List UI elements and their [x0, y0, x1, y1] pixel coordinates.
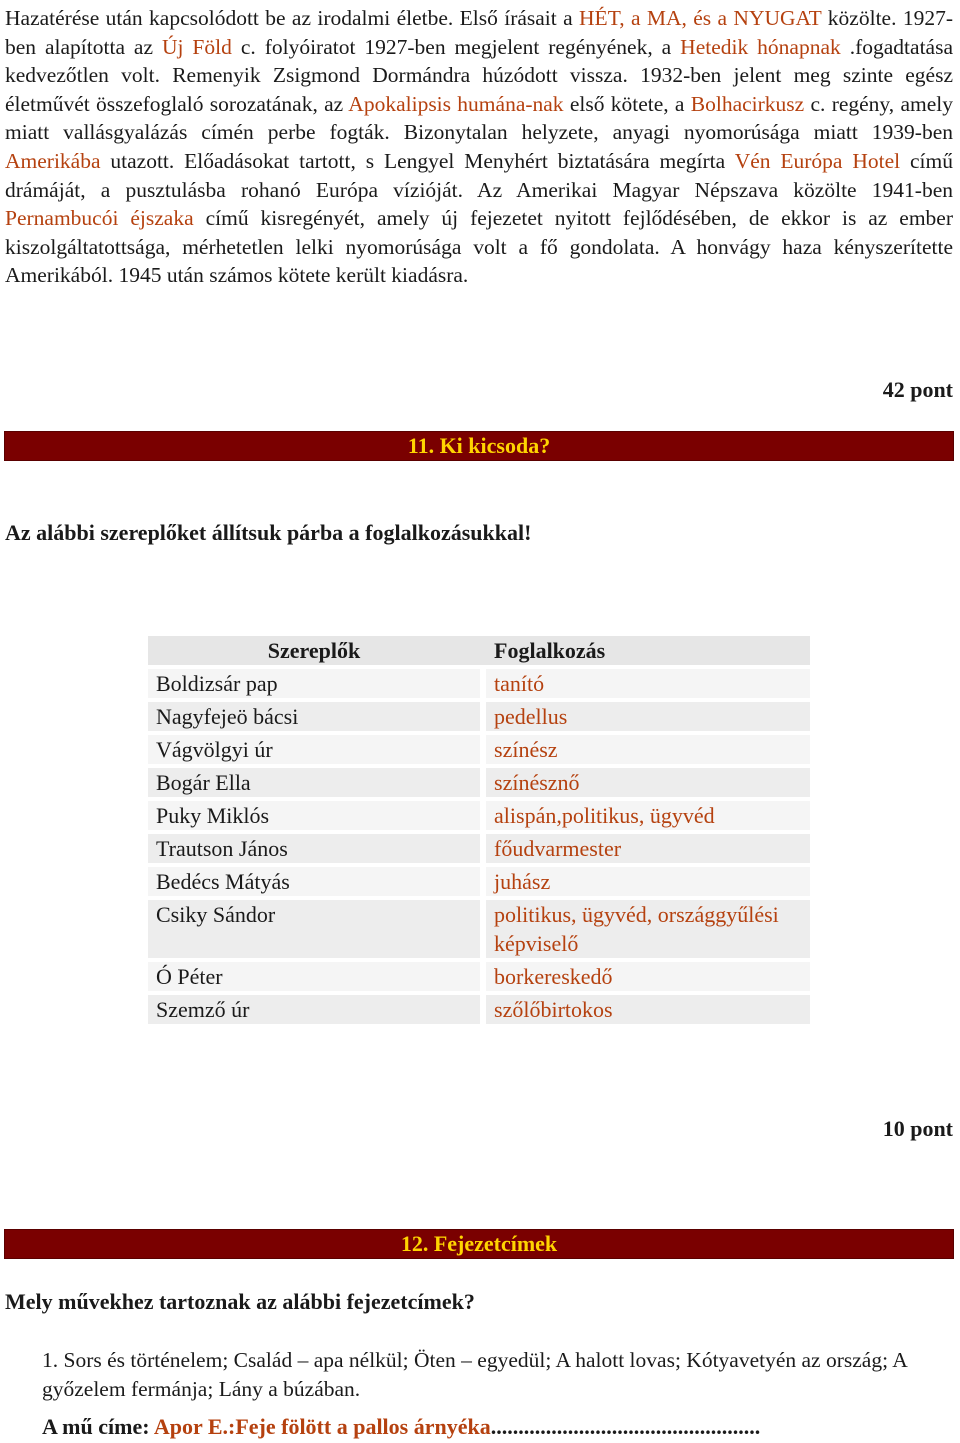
- occupation-cell: színésznő: [486, 768, 810, 797]
- body-text: első kötete, a: [563, 91, 691, 116]
- section11-title: 11. Ki kicsoda?: [407, 433, 551, 458]
- character-cell: Csiky Sándor: [148, 900, 480, 958]
- occupation-cell: alispán,politikus, ügyvéd: [486, 801, 810, 830]
- section11-title-bar: [4, 431, 954, 461]
- highlighted-text: Bolhacirkusz: [690, 91, 805, 116]
- table-row: [148, 801, 810, 830]
- body-text: Hazatérése után kapcsolódott be az irodalmi életbe. Első írásait a: [5, 6, 580, 30]
- table-row: [148, 834, 810, 863]
- table-row: [148, 900, 810, 958]
- occupation-cell: juhász: [486, 867, 810, 896]
- chapter-list-item: 1. Sors és történelem; Család – apa nélkül; Öten – egyedül; A halott lovas; Kótyavetyén az ország; A győzelem fermánja; Lány a búzában.: [42, 1348, 907, 1401]
- section12-title-bar: [4, 1229, 954, 1259]
- body-text: .fogadtatása kedvezőtlen volt. Remenyik Zsigmond Dormándra húzódott vissza. 1932-ben jelent meg szinte egész életművét összefoglaló sorozatának, az: [5, 34, 954, 116]
- body-text: c. regény, amely miatt vallásgyalázás címén perbe fogták. Bizonytalan helyzete, anyagi nyomorúsága miatt 1939-ben: [5, 91, 953, 145]
- table-row: [148, 995, 810, 1024]
- occupation-cell: főudvarmester: [486, 834, 810, 863]
- highlighted-text: Vén Európa Hotel: [734, 148, 901, 173]
- character-cell: Trautson János: [148, 834, 480, 863]
- occupation-cell: borkereskedő: [486, 962, 810, 991]
- table-row: [148, 702, 810, 731]
- table-row: [148, 768, 810, 797]
- section11-instruction: Az alábbi szereplőket állítsuk párba a foglalkozásukkal!: [5, 520, 532, 545]
- character-cell: Nagyfejeö bácsi: [148, 702, 480, 731]
- occupation-cell: pedellus: [486, 702, 810, 731]
- answer-label: A mű címe:: [42, 1414, 154, 1439]
- character-cell: Bogár Ella: [148, 768, 480, 797]
- body-text: c. folyóiratot 1927-ben megjelent regényének, a: [231, 34, 681, 59]
- table-row: [148, 735, 810, 764]
- table-row: [148, 669, 810, 698]
- body-text: című kisregényét, amely új fejezetet nyitott fejlődésében, de ekkor is az ember kiszolgáltatottsága, mérhetetlen lelki nyomorúsága volt a fő gondolata. A honvágy haza kényszerítette Amerikából. 1945 után számos kötete került kiadásra.: [5, 206, 954, 288]
- character-cell: Boldizsár pap: [148, 669, 480, 698]
- table-row: [148, 867, 810, 896]
- occupation-cell: szőlőbirtokos: [486, 995, 810, 1024]
- highlighted-text: Amerikába: [5, 148, 101, 173]
- section12-instruction: Mely művekhez tartoznak az alábbi fejezetcímek?: [5, 1289, 475, 1314]
- match-table: [148, 632, 810, 1028]
- header-characters: Szereplők: [148, 636, 480, 665]
- occupation-cell: színész: [486, 735, 810, 764]
- table-header-row: [148, 636, 810, 665]
- occupation-cell: tanító: [486, 669, 810, 698]
- character-cell: Vágvölgyi úr: [148, 735, 480, 764]
- section11-points: 42 pont: [882, 377, 953, 402]
- highlighted-text: Pernambucói éjszaka: [5, 206, 194, 231]
- character-cell: Puky Miklós: [148, 801, 480, 830]
- body-text: közölte. 1927-ben alapította az: [5, 6, 953, 59]
- section12-title: 12. Fejezetcímek: [400, 1231, 558, 1256]
- highlighted-text: Apokalipsis humána-nak: [348, 91, 564, 116]
- body-text: című drámáját, a pusztulásba rohanó Európa vízióját. Az Amerikai Magyar Népszava közölte 1941-ben: [5, 148, 953, 202]
- body-text: utazott. Előadásokat tartott, s Lengyel Menyhért biztatására megírta: [100, 148, 735, 173]
- character-cell: Szemző úr: [148, 995, 480, 1024]
- highlighted-text: HÉT, a MA, és a NYUGAT: [579, 6, 822, 30]
- character-cell: Ó Péter: [148, 962, 480, 991]
- header-occupation: Foglalkozás: [486, 636, 810, 665]
- answer-dots: .................................................: [490, 1414, 761, 1439]
- occupation-cell: politikus, ügyvéd, országgyűlési képviselő: [486, 900, 810, 958]
- highlighted-text: Új Föld: [161, 34, 232, 59]
- table-row: [148, 962, 810, 991]
- section12-points: 10 pont: [882, 1116, 953, 1141]
- answer-value: Apor E.:Feje fölött a pallos árnyéka: [153, 1414, 491, 1439]
- highlighted-text: Hetedik hónapnak: [680, 34, 841, 59]
- answer-line: [42, 1414, 760, 1440]
- character-cell: Bedécs Mátyás: [148, 867, 480, 896]
- intro-paragraph: [5, 4, 953, 290]
